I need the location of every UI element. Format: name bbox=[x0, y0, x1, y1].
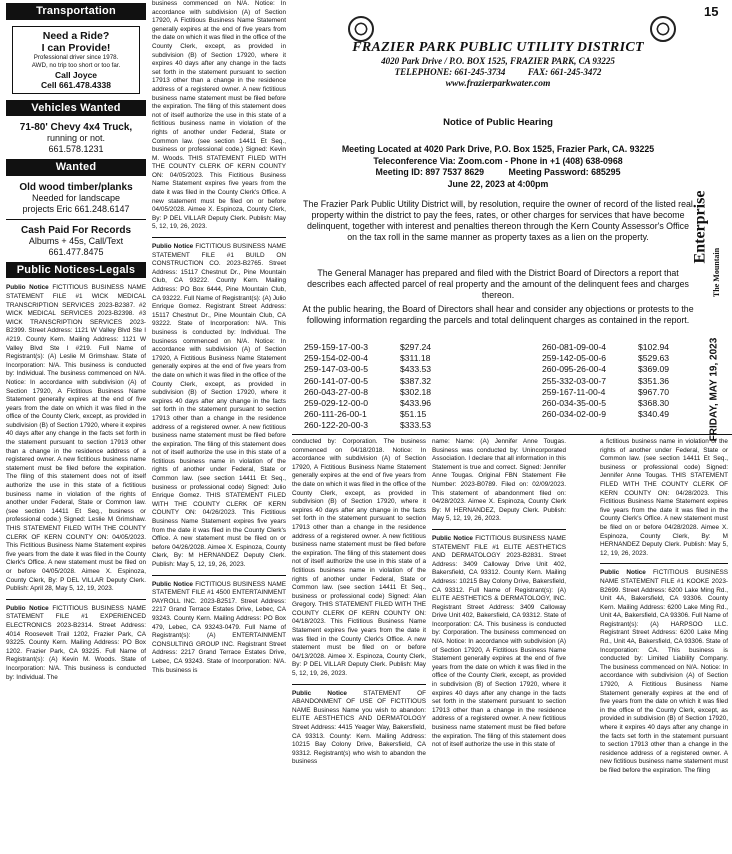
vehicle-ad-line: 71-80' Chevy 4x4 Truck, bbox=[19, 122, 133, 134]
wanted-ad-line: projects Eric 661.248.6147 bbox=[22, 203, 130, 214]
notice-lead: Public Notice bbox=[152, 580, 193, 588]
notice-text: FICTITIOUS BUSINESS NAME STATEMENT FILE #1 4500 ENTERTAINMENT PAYROLL INC. 2023-B2517. Street Address: 2217 Grand Terrace Estates Drive, Lebec, CA 93243. County Kern. Mailing Address: PO Box 479, Lebec, CA 93243-0479. Full Name of Registrant(s): (A) ENTERTAINMENT CONSULTING GROUP INC. Registrant Street Address: 2217 Grand Terrace Estates Drive, Lebec, CA 93243. State of Incorporation: N/A. This business is bbox=[152, 580, 286, 674]
parcel-amount: $369.09 bbox=[638, 364, 670, 375]
notice-text: conducted by: Corporation. The business commenced on 04/18/2018. Notice: In accordance with subdivision (A) of Section 17920, A Fictitious Business Name Statement generally expires at the end of five years from the date on which it was filed in the office of the County Clerk, except, as provided in subdivision (B) of Section 17920, where it expires 40 days after any change in the facts set forth in the statement pursuant to section 17913 other than a change in the residence address of a registered owner. A new fictitious business name statement must be filed before the expiration. The filing of this statement does not of itself authorize the use in this state of a fictitious business name in violation of the rights of another under Federal, State or Common law. (see section 14411 Et Seq., business or professional code) Signed: Alan Gregory. THIS STATEMENT FILED WITH THE COUNTY CLERK OF KERN COUNTY ON: 04/18/2023. This Fictitious Business Name Statement expires five years from the date it was filed in the County Clerk's Office. A new statement must be filed on or before 04/13/2028. Aimee X. Espinoza, County Clerk, By: P DEL VILLAR Deputy Clerk. Publish: May 5, 12, 19, 26, 2023. bbox=[292, 438, 426, 678]
parcel-number: 259-167-11-00-4 bbox=[542, 386, 606, 397]
legal-notice bbox=[152, 243, 286, 570]
parcel-amount: $311.18 bbox=[400, 353, 431, 364]
notice-text: FICTITIOUS BUSINESS NAME STATEMENT FILE #1 ELITE AESTHETICS AND DERMATOLOGY 2023-B2831. Street Address: 3409 Calloway Drive Unit 402, Bakersfield, CA 93312. County Kern. Mailing Address: 10215 Bay Colony Drive, Bakersfield, CA 93312. Full Name of Registrant(s): (A) ELITE AESTHETICS & DERMATOLOGY, INC. Registrant Street Address: 3409 Calloway Drive Unit 402, Bakersfield, CA 93312. State of Incorporation: CA. This business is conducted by: Corporation. The business commenced on N/A. Notice: In accordance with subdivision (A) of Section 17920, A Fictitious Business Name Statement generally expires at the end of five years from the date on which it was filed in the office of the County Clerk, except, as provided in subdivision (B) of Section 17920, where it expires 40 days after any change in the facts set forth in the statement pursuant to section 17913 other than a change in the residence address of a registered owner. A new fictitious business name statement must be filed before the expiration. The filing of this statement does not of itself authorize the use in this state of bbox=[432, 534, 566, 749]
vehicle-ad-line: 661.578.1231 bbox=[48, 144, 104, 155]
notice-text: a fictitious business name in violation of the rights of another under Federal, State or Common law. (see section 14411 Et Seq., business or professional code) Signed: Jennifer Anne Tougas. THIS STATEMENT FILED WITH THE COUNTY CLERK OF KERN COUNTY ON: 04/28/2023. This Fictitious Business Name Statement expires five years from the date it was filed in the County Clerk's Office. A new statement must be filed on or before 04/28/2028. Aimee X. Espinoza, County Clerk, By: M HERNANDEZ Deputy Clerk. Publish: May 5, 12, 19, 26, 2023. bbox=[600, 438, 728, 557]
notice-lead: Public Notice bbox=[600, 569, 646, 577]
notice-lead: Publio Notice bbox=[152, 243, 194, 251]
vehicle-ad bbox=[6, 122, 146, 155]
notice-text: STATEMENT OF ABANDONMENT OF USE OF FICTITIOUS NAME Business Name you wish to abandon: ELITE AESTHETICS AND DERMATOLOGY Street Address: 4415 Yeager Way, Bakersfield, CA 93313. County: Kern. Mailing Address: 10215 Bay Colony Drive, Bakersfield, CA 93312. Registrant(s) who wish to abandon the business bbox=[292, 689, 426, 766]
issue-date bbox=[702, 337, 732, 442]
parcel-row bbox=[304, 364, 450, 375]
ride-ad-contact-phone: Cell 661.478.4338 bbox=[41, 79, 111, 90]
divider bbox=[292, 684, 426, 685]
wanted-header: Wanted bbox=[6, 159, 146, 176]
ride-ad-headline1: Need a Ride? bbox=[42, 29, 110, 42]
parcel-amount: $340.49 bbox=[638, 409, 670, 420]
parcel-number: 260-111-26-00-1 bbox=[304, 409, 367, 420]
parcel-amount: $351.36 bbox=[638, 375, 670, 386]
notice-lead: Publio Notice bbox=[6, 284, 49, 292]
parcel-number: 259-142-05-00-6 bbox=[542, 353, 607, 364]
cash-ad-line: 661.477.8475 bbox=[48, 246, 104, 257]
parcel-number: 260-043-27-00-8 bbox=[304, 386, 369, 397]
ride-ad bbox=[12, 26, 140, 94]
parcel-number: 259-029-12-00-0 bbox=[304, 398, 369, 409]
meeting-teleconference: Teleconference Via: Zoom.com - Phone in +1 (408) 638-0968 bbox=[373, 156, 623, 166]
divider bbox=[600, 563, 728, 564]
parcel-number: 260-081-09-00-4 bbox=[542, 342, 607, 352]
legal-notice bbox=[6, 605, 146, 682]
org-address: 4020 Park Drive / P.O. BOX 1525, FRAZIER PARK, CA 93225 bbox=[381, 56, 615, 66]
parcel-row bbox=[304, 409, 450, 420]
notice-paragraph: At the public hearing, the Board of Directors shall hear and consider any objections or protests to the following information regarding the parcels and total delinquent charges as contained in the report. bbox=[302, 304, 694, 325]
page-number: 15 bbox=[704, 4, 719, 19]
cash-ad bbox=[6, 225, 146, 258]
publication-nameplate bbox=[691, 170, 732, 300]
parcel-row bbox=[304, 353, 450, 364]
ride-ad-headline2: I can Provide! bbox=[41, 41, 111, 54]
notices-column-2 bbox=[152, 0, 286, 680]
wanted-ad bbox=[6, 182, 146, 215]
notice-lead: Public Notice bbox=[292, 689, 347, 697]
parcel-number: 255-332-03-00-7 bbox=[542, 375, 607, 386]
cash-ad-line: Cash Paid For Records bbox=[20, 224, 132, 236]
parcel-row bbox=[542, 398, 688, 409]
meeting-id: Meeting ID: 897 7537 8629 Meeting Password: 685295 bbox=[375, 167, 621, 177]
publication-the: The Mountain bbox=[712, 247, 722, 298]
legal-notice bbox=[6, 284, 146, 593]
parcel-amount: $297.24 bbox=[400, 342, 432, 352]
divider bbox=[6, 599, 146, 600]
divider bbox=[432, 529, 566, 530]
notice-lead: Public Notice bbox=[432, 534, 473, 542]
legal-notice bbox=[292, 690, 426, 767]
parcel-amount: $102.94 bbox=[638, 342, 670, 352]
notice-text: FICTITIOUS BUSINESS NAME STATEMENT FILE #1 BUILD ON CONSTRUCTION CO. 2023-B2765. Street Address: 15117 Chestnut Dr., Pine Mountain Club, CA 93222. County Kern. Mailing Address: PO Box 6444, Pine Mountain Club, CA 93222. Full Name of Registrant(s): (A) Julio Enrique Gomez. Registrant Street Address: 15117 Chestnut Dr., Pine Mountain Club, CA 93222. State of Incorporation: N/A. This business is conducted by: Individual. The business commenced on N/A. Notice: In accordance with subdivision (A) of Section 17920, A Fictitious Business Name Statement generally expires at the end of five years from the date on which it was filed in the office of the County Clerk, except, as provided in subdivision (B) of Section 17920, where it expires 40 days after any change in the facts set forth in the statement pursuant to section 17913 other than a change in the residence address of a registered owner. A new fictitious business name statement must be filed before the expiration. The filing of this statement does not of itself authorize the use in this state of a fictitious business name in violation of the rights of another under Federal, State or Common law. (see section 14411 Et Seq., business or professional code) Signed: Julio Enrique Gomez. THIS STATEMENT FILED WITH THE COUNTY CLERK OF KERN COUNTY ON: 04/26/2023. This Fictitious Business Name Statement expires five years from the date it was filed in the County Clerk's Office. A new statement must be filed on or before 04/26/2028. Aimee X. Espinoza, County Clerk, By: M HERNANDEZ Deputy Clerk. Publish: May 5, 12, 19, 26, 2023. bbox=[152, 243, 286, 568]
transportation-header: Transportation bbox=[6, 3, 146, 20]
parcel-number: 259-154-02-00-4 bbox=[304, 353, 369, 364]
ride-ad-contact-name: Call Joyce bbox=[54, 69, 98, 80]
district-seal-icon bbox=[650, 16, 676, 42]
cash-ad-line: Albums + 45s, Call/Text bbox=[28, 235, 124, 246]
notices-column-4 bbox=[432, 438, 566, 854]
meeting-location: Meeting Located at 4020 Park Drive, P.O. Box 1525, Frazier Park, CA. 93225 bbox=[341, 144, 655, 154]
org-website: www.frazierparkwater.com bbox=[445, 79, 551, 89]
notices-column-5 bbox=[600, 438, 728, 854]
org-phone: TELEPHONE: 661-245-3734 FAX: 661-245-3472 bbox=[394, 67, 602, 77]
parcel-amount: $333.53 bbox=[400, 420, 432, 431]
parcel-amount: $967.70 bbox=[638, 386, 670, 397]
ride-ad-line2: AWD, no trip too short or too far. bbox=[31, 61, 121, 69]
classifieds-column bbox=[6, 0, 146, 687]
parcel-row bbox=[542, 376, 688, 387]
meeting-date: June 22, 2023 at 4:00pm bbox=[447, 179, 549, 189]
parcel-amount: $433.53 bbox=[400, 364, 432, 375]
parcel-amount: $302.18 bbox=[400, 386, 432, 397]
parcel-row bbox=[542, 364, 688, 375]
legal-notice bbox=[292, 438, 426, 679]
pud-hearing-notice bbox=[292, 0, 704, 434]
legal-notice bbox=[432, 438, 566, 524]
divider bbox=[152, 237, 286, 238]
parcel-number: 259-159-17-00-3 bbox=[304, 342, 369, 352]
wanted-ad-line: Old wood timber/planks bbox=[19, 181, 133, 193]
divider bbox=[6, 219, 146, 220]
district-seal-icon bbox=[348, 16, 374, 42]
parcel-number: 260-034-02-00-9 bbox=[542, 409, 607, 420]
notice-lead: Publio Notice bbox=[6, 604, 49, 612]
notice-title: Notice of Public Hearing bbox=[443, 117, 553, 128]
parcel-list-left bbox=[304, 342, 450, 432]
legal-notice bbox=[152, 0, 286, 232]
notice-text: FICTITIOUS BUSINESS NAME STATEMENT FILE #1 EXPERIENCED ELECTRONICS 2023-B2314. Street Address: 4014 Roosevelt Trail 1202, Frazier Park, CA 93225. County Kern. Mailing Address: PO Box 1202. Frazier Park, CA 93225. Full Name of Registrant(s): (A) Kevin M. Woods. State of Incorporation: N/A. This business is conducted by: Individual. The bbox=[6, 604, 146, 681]
issue-date-text: FRIDAY, MAY 19, 2023 bbox=[708, 337, 720, 442]
legal-notice bbox=[432, 535, 566, 750]
divider bbox=[292, 434, 732, 435]
wanted-ad-line: Needed for landscape bbox=[31, 192, 121, 203]
parcel-list-right bbox=[542, 342, 688, 420]
parcel-amount: $387.32 bbox=[400, 375, 432, 386]
notice-text: name: Name: (A) Jennifer Anne Tougas. Business was conducted by: Unincorporated Association. I declare that all information in this Statement is true and correct. Signed: Jennifer Anne Tougas. Original FBN Statement File Number: 2023-B0789. Filed on: 02/09/2023. This statement of abandonment filed on: 04/28/2023. Aimee X. Espinoza, County Clerk By: M HERNANDEZ, Deputy Clerk. Publish: May 5, 12, 19, 26, 2023. bbox=[432, 438, 566, 523]
parcel-row bbox=[304, 420, 450, 431]
notice-text: FICTITIOUS BUSINESS NAME STATEMENT FILE #1 WICK MEDICAL TRANSCRIPTION SERVICES 2023-B2387. #2 WICK MEDICAL SERVICES 2023-B2398. #3 WICK TRANSCRIPTION SERVICES 2023-B2399. Street Address: 1121 W Valley Blvd Ste I #219. County Kern. Mailing Address: 1121 W Valley Blvd Ste I #219. Full Name of Registrant(s): (A) Leslie M Grimshaw. State of Incorporation: N/A. This business is conducted by: Individual. The business commenced on N/A. Notice: In accordance with subdivision (A) of Section 17920, A Fictitious Business Name Statement generally expires at the end of five years from the date on which it was filed in the office of the County Clerk, except, as provided in subdivision (B) of Section 17920, where it expires 40 days after any change in the facts set forth in the statement pursuant to section 17913 other than a change in the residence address of a registered owner. A new fictitious business name statement must be filed before the expiration. The filing of this statement does not of itself authorize the use in this state of a fictitious business name in violation of the rights of another under Federal, State or Common law. (see section 14411 Et Seq., business or professional code.) Signed: Leslie M Grimshaw. THIS STATEMENT FILED WITH THE COUNTY CLERK OF KERN COUNTY ON: 04/05/2023. This Fictitious Business Name Statement expires five years from the date it was filed in the County Clerk's Office. A new statement must be filed on or before 04/05/2028. Aimee X. Espinoza, County Clerk, By: P DEL VILLAR Deputy Clerk. Publish: April 28, May 5, 12, 19, 2023. bbox=[6, 284, 146, 593]
parcel-number: 260-095-26-00-4 bbox=[542, 364, 607, 375]
parcel-amount: $433.96 bbox=[400, 398, 432, 409]
notice-text: FICTITIOUS BUSINESS NAME STATEMENT FILE #1 KOOKE 2023-B2699. Street Address: 6200 Lake Ming Rd., Unit 4A, Bakersfield, CA 93306. County Kern. Mailing Address: 6200 Lake Ming Rd., Unit 4A, Bakersfield, CA 93306. Full Name of Registrant(s): (A) HARPSOO LLC. Registrant Street Address: 6200 Lake Ming Rd., Unit 4A, Bakersfield, CA 93306. State of Incorporation: CA. This business is conducted by: Limited Liability Company. The business commenced on N/A. Notice: In accordance with subdivision (A) of Section 17920, A Fictitious Business Name Statement generally expires at the end of five years from the date on which it was filed in the office of the County Clerk, except, as provided in subdivision (B) of Section 17920, where it expires 40 days after any change in the facts set forth in the statement pursuant to section 17913 other than a change in the residence address of a registered owner. A new fictitious business name statement must be filed before the expiration. The filing bbox=[600, 569, 728, 774]
parcel-row bbox=[304, 387, 450, 398]
divider bbox=[152, 575, 286, 576]
parcel-row bbox=[304, 398, 450, 409]
vehicles-wanted-header: Vehicles Wanted bbox=[6, 100, 146, 117]
parcel-row bbox=[542, 342, 688, 353]
parcel-amount: $368.30 bbox=[638, 398, 670, 409]
notice-text: business commenced on N/A. Notice: In accordance with subdivision (A) of Section 17920, A Fictitious Business Name Statement generally expires at the end of five years from the date on which it was filed in the office of the County Clerk, except, as provided in subdivision (B) of Section 17920, where it expires 40 days after any change in the facts set forth in the statement pursuant to section 17913 other than a change in the residence address of a registered owner. A new fictitious business name statement must be filed before the expiration. The filing of this statement does not of itself authorize the use in this state of a fictitious business name in violation of the rights of another under Federal, State or Common law. (see section 14411 Et Seq., business or professional code.) Signed: Kevin M. Woods. THIS STATEMENT FILED WITH THE COUNTY CLERK OF KERN COUNTY ON: 04/05/2023. This Fictitious Business Name Statement expires five years from the date it was filed in the County Clerk's Office. A new statement must be filed on or before 04/05/2028. Aimee X. Espinoza, County Clerk, By: P DEL VILLAR Deputy Clerk. Publish: May 5, 12, 19, 26, 2023. bbox=[152, 0, 286, 231]
publication-name: Enterprise bbox=[691, 190, 709, 264]
parcel-row bbox=[542, 353, 688, 364]
parcel-number: 259-147-03-00-5 bbox=[304, 364, 369, 375]
parcel-row bbox=[304, 376, 450, 387]
parcel-amount: $529.63 bbox=[638, 353, 670, 364]
parcel-amount: $51.15 bbox=[400, 409, 427, 420]
legal-notice bbox=[600, 438, 728, 558]
legal-notice bbox=[152, 581, 286, 676]
vehicle-ad-line: running or not. bbox=[46, 133, 106, 144]
legal-notice bbox=[600, 569, 728, 775]
parcel-row bbox=[542, 387, 688, 398]
parcel-number: 260-141-07-00-5 bbox=[304, 375, 369, 386]
parcel-number: 260-122-20-00-3 bbox=[304, 420, 369, 431]
notice-paragraph: The Frazier Park Public Utility District will, by resolution, require the owner of record of the listed real property within the district to pay the fees, rates, or other charges for services that have become delinquent, together with interest and penalties thereon through the Kern County Assessor's Office on the tax roll in the same manner as property taxes as a lien on the property. bbox=[303, 199, 693, 242]
parcel-number: 260-034-35-00-5 bbox=[542, 398, 607, 409]
notice-paragraph: The General Manager has prepared and filed with the District Board of Directors a report that describes each affected parcel of real property and the amount of the delinquent fees and charges thereon. bbox=[307, 268, 689, 300]
parcel-row bbox=[542, 409, 688, 420]
notices-column-3 bbox=[292, 438, 426, 854]
org-name: FRAZIER PARK PUBLIC UTILITY DISTRICT bbox=[352, 40, 644, 55]
ride-ad-line1: Professional driver since 1978. bbox=[33, 53, 119, 61]
public-notices-header: Public Notices-Legals bbox=[6, 262, 146, 279]
parcel-row bbox=[304, 342, 450, 353]
